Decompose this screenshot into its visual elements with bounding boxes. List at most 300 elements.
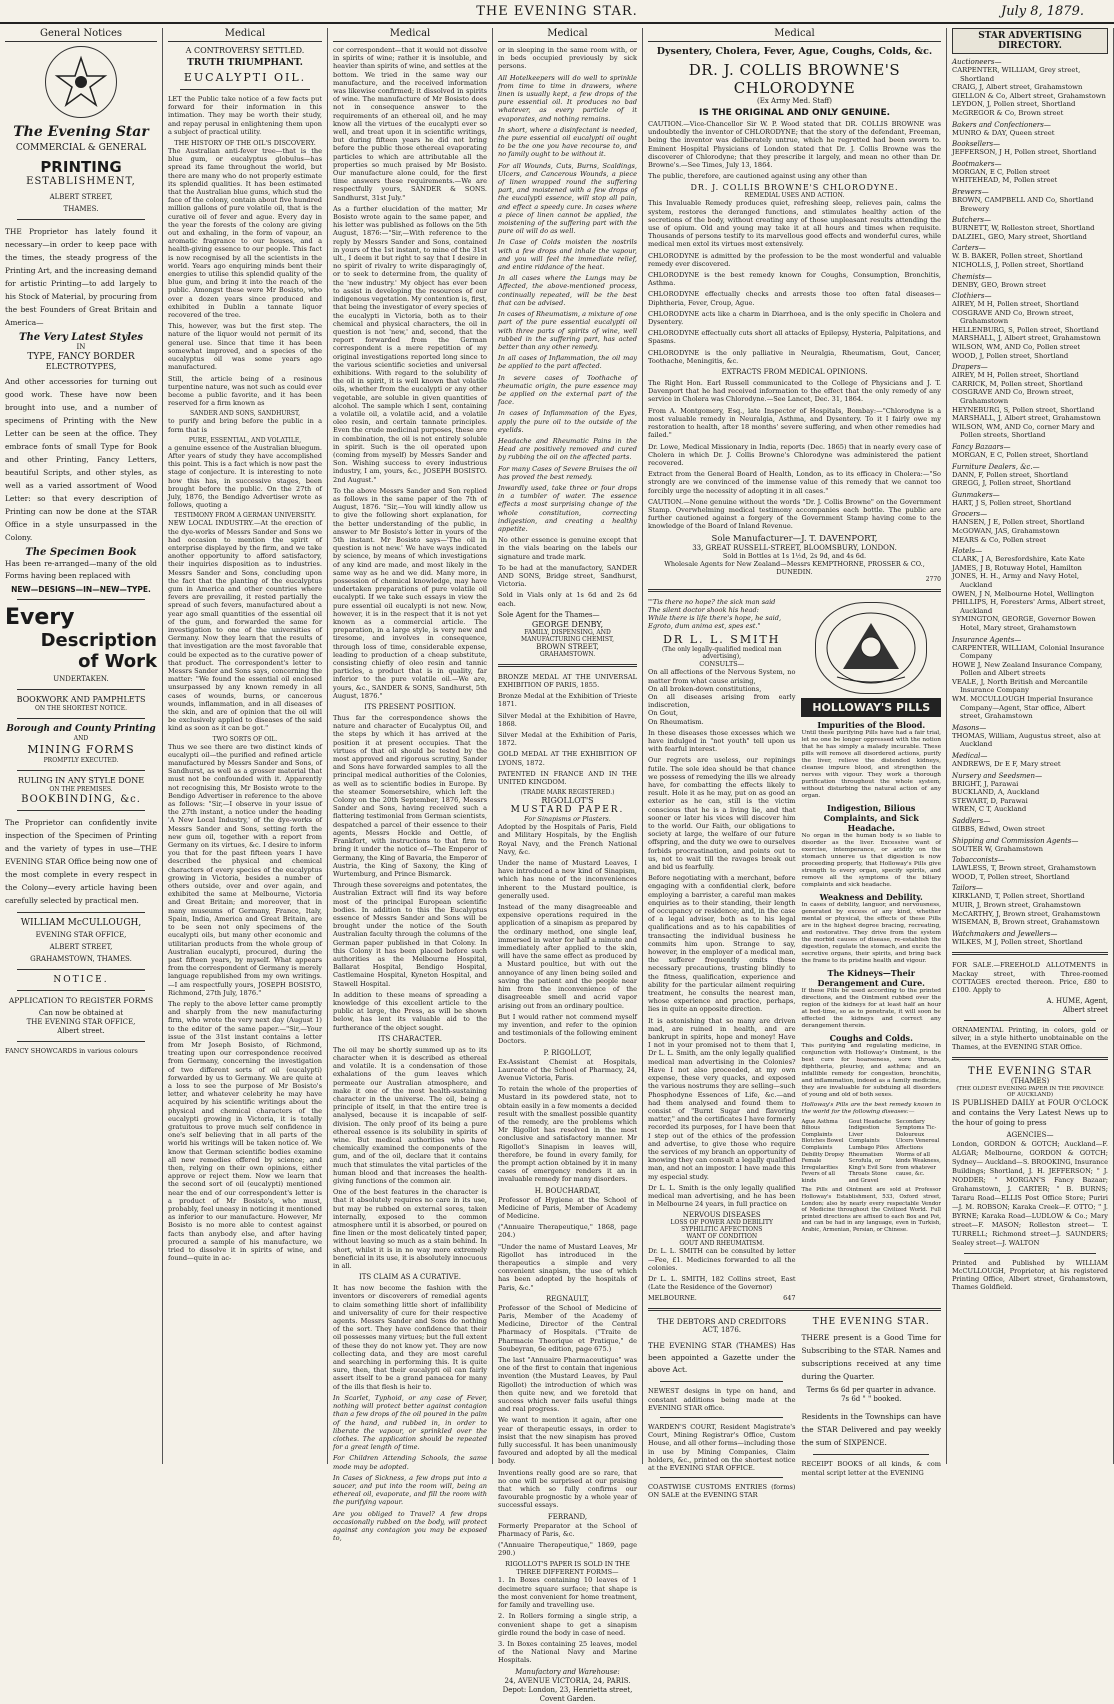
directory-entry: JAMES, J B, Rotuway Hotel, Hamilton <box>952 563 1082 572</box>
directory-category: Grocers— <box>952 510 988 519</box>
caution-paragraph: CAUTION.—Vice-Chancellor Sir W. P. Wood stated that DR. COLLIS BROWNE was undoubtedly the inventor of CHLORODYNE; that the story of the defendant, Freeman, being the inventor was deliberately untrue, which he regretted had been sworn to. Eminent Hospital Physicians of London stated that Dr. J. Collis Browne was the discoverer of Chlorodyne; that they prescribe it largely, and mean no other than Dr. Browne's.—See Times, July 13, 1864. <box>648 120 941 170</box>
board-paragraph: Extract from the General Board of Health, London, as to its efficacy in Cholera:—"So strongly are we convinced of the immense value of this remedy that we cannot too forcibly urge the necessity of adopting it in all cases." <box>648 470 941 495</box>
bookbinding-heading: BOOKBINDING, &c. <box>21 794 141 805</box>
townships-paragraph: Residents in the Townships can have the STAR Delivered and pay weekly the sum of SIXPENCE. <box>801 1412 941 1448</box>
directory-entry: MUIR, J, Brown street, Grahamstown <box>952 900 1081 909</box>
kidneys-heading: The Kidneys—Their Derangement and Cure. <box>817 967 925 988</box>
directory-entry: MORGAN, E C, Pollen street <box>952 167 1050 176</box>
description-heading: Description <box>40 630 157 651</box>
directory-entry: WOOD, T, Pollen street, Shortland <box>952 872 1070 881</box>
address-town: THAMES. <box>63 205 99 213</box>
office-name: EVENING STAR OFFICE, <box>35 931 127 939</box>
press-paragraph: In addition to these means of spreading a knowledge of this excellent article to the public at large, the Press, as will be shown below, has lent its valuable aid to the furtherance of the object sought. <box>333 990 487 1032</box>
column-header: Medical <box>333 28 487 42</box>
directory-entry: WM. MCCULLOUGH Imperial Insurance Company—Agent, Star office, Albert street, Grahamstown <box>952 695 1093 721</box>
poem-line-1: "'Tis there no hope? the sick man said <box>648 597 776 606</box>
star-office-label: THE EVENING STAR OFFICE, <box>26 1018 136 1026</box>
latest-styles-heading: The Very Latest Styles <box>19 332 143 343</box>
mustard-leaves-paragraph: Under the name of Mustard Leaves, I have introduced a new kind of Sinapism, which has none of the inconveniences inherent to the Mustard poultice, is generally used. <box>498 859 637 900</box>
kidneys-text: If these Pills be used according to the printed directions, and the Ointment rubbed over the region of the kidneys for at least half an hour at bed-time, so as to penetrate, it will soon be effected the kidneys and correct any derangement therein. <box>801 987 941 1029</box>
directory-header: STAR ADVERTISING DIRECTORY. <box>952 28 1108 54</box>
smith-gout: On Gout, <box>648 709 678 718</box>
disease-list-3: Secondary Symptoms Tic-Doloureux Ulcers Venereal Affections Worms of all kinds Weakness, from whatever cause, &c. <box>895 1118 941 1178</box>
every-heading: Every <box>5 605 75 630</box>
poem-line-4: Egroto, dum anima est, spes est." <box>648 622 761 631</box>
newspaper-title: THE EVENING STAR. <box>476 4 638 19</box>
smith-nervous: On all affections of the Nervous System, no matter from what cause arising, <box>648 668 796 685</box>
column-header: Medical <box>648 28 941 42</box>
wardens-court: WARDEN'S COURT, Resident Magistrate's Court, Mining Registrar's Office, Custom House, and all other forms—including those in use by Mining Companies, Claim holders, &c., printed on the shortest notice at the EVENING STAR OFFICE. <box>648 1422 796 1472</box>
character-heading: ITS CHARACTER. <box>378 1034 442 1043</box>
column-header: Medical <box>168 28 322 42</box>
epilepsy-paragraph: CHLORODYNE effectually cuts short all attacks of Epilepsy, Hysteria, Palpitations, and Spasms. <box>648 329 941 346</box>
inventions-paragraph: Inventions really good are so rare, that no one will be surprised at our praising that which so fully confirms our favourable prognostic by a whole year of successful essays. <box>498 1468 637 1510</box>
regnault-signature: REGNAULT, <box>546 1294 589 1303</box>
agencies-list: London, GORDON & GOTCH; Auckland—F. ALGAR; Melbourne, GORDON & GOTCH; Sydney— Auckland—S. BROOKING, Insurance Buildings; Shortland, J. H. JEFFERSON; " J. NODDER; " MORGAN'S Fancy Bazaar; Grahamstown, J. CARTER; " B. BURNS; Tararu Road—ELLIS Post Office Store; Puriri—J. M. ROBSON; Karaka Creek—F. OTTO; " J. BYRNE; Karaka Road—LUDLOW & Co.; Mary street—F. MASON; Rolleston street— T. TURRELL; Richmond street—J. SAUNDERS; Sealey street—J. WALTON <box>952 1139 1108 1247</box>
truth-heading: TRUTH TRIUMPHANT. <box>187 58 303 68</box>
directory-entry: MARSHALL, J, Albert street, Grahamstown <box>952 334 1101 343</box>
holloway-sold-text: The Pills and Ointment are sold at Professor Holloway's Establishment, 533, Oxford street, London; also by nearly every respectable Vendor of Medicine throughout the Civilized World. Full printed directions are affixed to each Box and Pot, and can be had in any language, even in Turkish, Arabic, Armenian, Persian, or Chinese. <box>801 1187 941 1234</box>
chlorodyne-title: DR. J. COLLIS BROWNE'S CHLORODYNE <box>688 61 901 97</box>
smith-city: MELBOURNE. <box>648 1294 697 1303</box>
directory-category: Watchmakers and Jewellers— <box>952 929 1058 938</box>
directory-category: Gunmakers— <box>952 490 1000 499</box>
testimony-heading: TESTIMONY FROM A GERMAN UNIVERSITY. <box>174 512 316 520</box>
diarrhoea-paragraph: CHLORODYNE acts like a charm in Diarrhoea, and is the only specific in Cholera and Dysentery. <box>648 309 941 327</box>
directory-entry: DANN, F, Pollen street, Shortland <box>952 470 1069 479</box>
column-medical-4 <box>643 28 947 1500</box>
smith-melbourne: Dr L. L. Smith is the only legally qualified medical man advertising, and he has been in Melbourne 24 years, in full practice on <box>648 1183 796 1209</box>
liquor-paragraph: This, however, was but the first step. The nature of the liquor would not permit of its general use. Since that time it has been somewhat improved, and a species of the eucalyptus oil was some years ago manufactured. <box>168 322 322 372</box>
eyes-paragraph: In cases of Inflammation of the Eyes, apply the pure oil to the outside of the eyelids. <box>498 409 637 434</box>
caution-stamp-paragraph: CAUTION.—None genuine without the words "Dr. J. Collis Browne" on the Government Stamp. Overwhelming medical testimony accompanies each bottle. The public are further cautioned against a forgery of the Government Stamp having come to the knowledge of the Board of Inland Revenue. <box>648 497 941 531</box>
rigollot-title: Ex-Assistant Chemist at Hospitals, Laureate of the School of Pharmacy, 24, Avenue Victoria, Paris. <box>498 1057 637 1082</box>
directory-entry: SOUTER W, Grahamstown <box>952 844 1043 853</box>
boxes-paragraph: 1. In Boxes containing 10 leaves of 1 decimetre square surface; that shape is the most convenient for home treatment, for family and travelling use. <box>498 1576 637 1610</box>
consults-label: CONSULTS— <box>699 660 745 669</box>
directory-entry: GIELLON & Co, Albert street, Grahamstown <box>952 91 1106 100</box>
and-label: AND <box>73 735 89 742</box>
sold-heading: RIGOLLOT'S PAPER IS SOLD IN THE THREE DIFFERENT FORMS— <box>505 1560 630 1577</box>
directory-list <box>952 58 1108 946</box>
bookwork-heading: BOOKWORK AND PAMPHLETS <box>16 695 146 704</box>
ornamental-printing-ad: ORNAMENTAL Printing, in colors, gold or silver, in a style hitherto unobtainable on the Thames, at the EVENING STAR Office. <box>952 1026 1108 1051</box>
adopted-paragraph: Adopted by the Hospitals of Paris, Field and Military Hospitals, by the English Royal Navy, and the French National Navy, &c. <box>498 823 637 856</box>
warehouse-label: Manufactory and Warehouse: <box>515 1667 620 1676</box>
poem-line-3: While there is life there's hope, he said, <box>648 613 782 622</box>
paper-name: The Evening Star <box>13 124 149 140</box>
want-condition: WANT OF CONDITION <box>686 1233 758 1241</box>
directory-category: Insurance Agents— <box>952 635 1022 644</box>
opinion-paragraph: But I would rather not commend myself my invention, and refer to the opinion and testimonials of the following eminent Doctors. <box>498 1012 637 1046</box>
directory-entry: WISEMAN, B, Brown street, Grahamstown <box>952 918 1100 927</box>
rollers-paragraph: 2. In Rollers forming a single strip, a convenient shape to get a sinapism girdle round the body in case of need. <box>498 1612 637 1637</box>
published-daily: IS PUBLISHED DAILY at FOUR O'CLOCK and contains the Very Latest News up to the hour of going to press <box>952 1097 1108 1127</box>
directory-entry: McGREGOR & Co, Brown street <box>952 108 1064 117</box>
directory-entry: MEARS & Co, Pollen street <box>952 535 1047 544</box>
directory-category: Booksellers— <box>952 140 1001 149</box>
directory-entry: JONES, H. H., Army and Navy Hotel, Auckland <box>952 572 1080 589</box>
directory-category: Drapers— <box>952 363 988 372</box>
poem-line-2: The silent doctor shook his head: <box>648 605 759 614</box>
directory-entry: MORGAN, E C, Pollen street, Shortland <box>952 451 1089 459</box>
claim-heading: ITS CLAIM AS A CURATIVE. <box>358 1273 462 1282</box>
directory-entry: CARRICK, M, Pollen street, Shortland <box>952 379 1083 388</box>
invaluable-paragraph: This Invaluable Remedy produces quiet, refreshing sleep, relieves pain, calms the system, restores the deranged functions, and stimulates healthy action of the secretions of the body, without creating any of those unpleasant results attending the use of opium. Old and young may take it at all hours and times when requisite. Thousands of persons testify to its marvellous good effects and wonderful cures, while medical men extol its virtues most extensively. <box>648 199 941 249</box>
dr-browne-name: DR. J. COLLIS BROWNE'S CHLORODYNE. <box>690 183 899 193</box>
directory-entry: McGOWAN, JAS, Grahamstown <box>952 526 1060 535</box>
column-medical-2 <box>328 28 493 1543</box>
receipt-books: RECEIPT BOOKS of all kinds, & com mental script letter at the EVENING <box>801 1460 941 1477</box>
for-sale-agent: A. HUME, Agent, <box>1046 997 1108 1006</box>
directory-entry: HART, J S, Pollen street, Shortland <box>952 498 1072 507</box>
ferrand-source: ("Annuaire Therapeutique," 1869, page 290.) <box>498 1541 637 1558</box>
coastwise-customs: COASTWISE CUSTOMS ENTRIES (forms) ON SALE at the EVENING STAR <box>648 1483 796 1500</box>
intro-paragraph: THE Proprietor has lately found it necessary—in order to keep pace with the times, the steady progress of the Printing Art, and the increasing demand for artistic Printing—to add largely to his Stock of Material, by procuring from the best Founders of Great Britain and America— <box>5 227 157 327</box>
fever-paragraph: In Scarlet, Typhoid, or any case of Fever, nothing will protect better against contagion than a few drops of the oil poured in the palm of the hand, and rubbed in, in order to liberate the vapour, or sprinkled over the clothes. The application should be repeated for a great length of time. <box>333 1393 487 1452</box>
directory-category: Medical— <box>952 752 988 761</box>
column-header: General Notices <box>5 28 157 42</box>
directory-entry: STEWART, D, Parawai <box>952 796 1028 805</box>
russell-paragraph: The Right Hon. Earl Russell communicated to the College of Physicians and J. T. Davenport that he had received information to the effect that the only remedy of any service in Cholera was Chlorodyne.—See Lancet, Dec. 31, 1864. <box>648 379 941 404</box>
london-depot: Depot: London, 23, Henrietta street, Covent Garden. <box>502 1685 633 1703</box>
industry-paragraph: NEW LOCAL INDUSTRY.—At the erection of the dye-works of Messrs Sander and Sons we had occasion to mention the spirit of enterprise displayed by the firm, and we take another opportunity to afford satisfactory, their inquiries disposition as to industries. Messrs Sander and Sons, concluding upon the fact that the planting of the eucalyptus gum in America and other countries where fevers are prevailing, it rested partially the spread of such fevers, manufactured about a year ago small quantities of the essential oil of the gum, and forwarded the same for investigation to one of the universities of Germany. Now they learn that the results of that investigation are the most favorable that could be expected as to the curative power of that product. The correspondent's letter to Messrs Sander and Sons says, concerning the matter: "We found the essential oil enclosed unsurpassed by any known remedy in all cases of wounds, burns, or cancerous wounds, inflammation, and in all diseases of the skin, and are of opinion that the oil will be exclusively applied to diseases of the said kind as soon as it can be got." <box>168 519 322 733</box>
weakness-heading: Weakness and Debility. <box>819 891 923 902</box>
wholesale-agents: Wholesale Agents for New Zealand—Messrs KEMPTHORNE, PROSSER & CO., DUNEDIN. <box>664 559 925 576</box>
smith-advertisement <box>648 598 795 1303</box>
pure-label: PURE, ESSENTIAL, AND VOLATILE, <box>188 436 302 444</box>
toothache-paragraph: In severe cases of Toothache of rheumatic origin, the pure essence may be applied on the external part of the face. <box>498 373 637 407</box>
directory-entry: COSGRAVE AND Co, Brown street, Grahamstown <box>952 388 1074 406</box>
directory-category: Clothiers— <box>952 292 992 301</box>
intro-paragraph: LET the Public take notice of a few facts put forward for their information in this intimation. They may be worth their study, and repay perusal in enlightening them upon a subject of practical utility. <box>168 95 322 136</box>
letter-continued: cor correspondent—that it would not dissolve in spirits of wine; rather it is insoluble, and heavier than spirits of wine, and settles at the bottom. We tried in the same way our manufacture, and the received information was likewise confirmed; it dissolved in spirits of wine. The manufacture of Mr Bosisto does not in consequence answer to the requirements of an ethereal oil, and he may know all the virtues of the eucalypti ever so well, and treat upon it in scientific writings, but during fifteen years he did not bring before the public those ethereal evaporating particles to which are attributable all the properties so much praised by Mr Bosisto. Our manufacture alone could, for the first time answers these requirements.—We are respectfully yours, SANDER & SONS. Sandhurst, 31st July." <box>333 46 487 202</box>
fancy-showcards: FANCY SHOWCARDS in various colours <box>5 1047 138 1055</box>
army-staff: (Ex Army Med. Staff) <box>757 97 832 105</box>
rheumatism-paragraph: In cases of Rheumatism, a mixture of one part of the pure essential eucalypti oil with three parts of spirits of wine, well rubbed in the suffering part, has acted better than any other remedy. <box>498 310 637 351</box>
purify-paragraph: to purify and bring before the public in a form that is <box>168 417 322 434</box>
types-paragraph: And other accessories for turning out good work. These have now been brought into use, and a number of specimens of Printing with the New Letter can be seen at the office. They embrace fonts of small Type for Book and other Printing, Fancy Letters, beautiful Scripts, and other styles, as well as a varied assortment of Wood Letter: so that every description of Printing can now be done at the STAR Office in a style unsurpassed in the Colony. <box>5 377 157 542</box>
star-emblem-icon <box>45 46 117 118</box>
printer-imprint: Printed and Published by WILLIAM McCULLOUGH, Proprietor, at his registered Printing Office, Albert street, Grahamstown, Thames Goldfield. <box>952 1258 1108 1292</box>
electrotypes-heading: ELECTROTYPES, <box>45 362 117 371</box>
directory-entry: HANSEN, J E, Pollen street, Shortland <box>952 518 1085 527</box>
directory-entry: WOOD, J, Pollen street, Shortland <box>952 351 1069 360</box>
coughs-text: This purifying and regulating medicine, in conjunction with Holloway's Ointment, is the best cure for hoarseness, sore throats, diphtheria, pleurisy, and asthma; and an infallible remedy for congestion, bronchitis, and inflammation, indeed as a family medicine, they are invaluable for subduing all disorders of young and old of both sexes. <box>801 1042 941 1098</box>
directory-category: Butchers— <box>952 216 991 225</box>
directory-entry: WILKES, M J, Pollen street, Shortland <box>952 937 1083 946</box>
genuine-paragraph: a genuine essence of the Australian bluegum. After years of study they have accomplished this point. This is a fact which is now past the stage of conjecture. It is interesting to note how this has, in successive stages, been brought before the public. On the 27th of July, 1876, the Bendigo Advertiser wrote as follows, quoting a <box>168 443 322 510</box>
remedial-heading: REMEDIAL USES AND ACTION. <box>744 192 845 200</box>
directory-entry: GREGG, J, Pollen street, Shortland <box>952 479 1072 488</box>
vials-paragraph: Sold in Vials only at 1s 6d and 2s 6d each. <box>498 591 637 608</box>
rigollot-name: RIGOLLOT'S <box>541 796 594 806</box>
smith-regrets: Our regrets are useless, our repinings futile. The sole idea should be that chance we possess of remedying the ills we already have, for combatting the effects likely to result. Hole it as he may, put on as good an exterior as he can, still is the victim conscious that he is a living lie, and that sooner or later his vices will discover him to the world. Our Faith, our obligations to society at large, the welfare of our future offspring, and the duty we owe to ourselves forbids procrastination, and points out to us, not to wait till the ravages break out and bid us fearfully. <box>648 756 796 872</box>
sovereigns-paragraph: Through these sovereigns and potentates, the Australian Extract will find its way before most of the principal European scientific bodies. In addition to this the Eucalyptus essence of Messrs Sander and Sons will be brought under the notice of the South Australian faculty through the columns of the German paper published in that Colony. In this Colony it has been placed before such authorities as the Melbourne Hospital, Ballarat Hospital, Bendigo Hospital, Castlemaine Hospital, Kyneton Hospital, and Stawell Hospital. <box>333 881 487 988</box>
montgomery-paragraph: From A. Montgomery, Esq., late Inspector of Hospitals, Bombay:—"Chlorodyne is a most valuable remedy in Neuralgia, Asthma, and Dysentery. To it I fairly owe my restoration to health, after 18 months' severe suffering, and when other remedies had failed." <box>648 406 941 440</box>
denby-street: BROWN STREET, <box>536 642 599 651</box>
public-cautioned: The public, therefore, are cautioned against using any other than <box>648 172 868 181</box>
smith-astonishing: It is astonishing that so many are driven mad, are ruined in health, and are bankrupt in spirits, hope and money! Have I not in your promised not to them that I, Dr L. L. Smith, am the only legally qualified medical man advertising in the Colonies? Have I not also proceeded, at my own expense, these very quacks, and exposed the various nostrums they are selling—such Phosphodyne Essences of Life, &c.—and had them analysed and found them to consist of "Burnt Sugar and flavoring matter," and the certificates I have formerly recorded its purposes, for I have been that I step out of the ethics of the profession and advertise, to give those who require the services of my branch an opportunity of knowing they can consult a legally qualified man, and not an impostor. I have made this my especial study. <box>648 1016 796 1181</box>
directory-category: Hotels— <box>952 547 983 556</box>
directory-entry: NICHOLLS, J, Pollen street, Shortland <box>952 260 1084 269</box>
directory-entry: VEALE, J, North British and Mercantile Insurance Company <box>952 677 1088 695</box>
denby-trade: FAMILY, DISPENSING, AND MANUFACTURING CHEMIST, <box>520 628 615 643</box>
directory-entry: WHITEHEAD, M, Pollen street <box>952 176 1058 185</box>
directory-entry: COSGRAVE AND Co, Brown street, Grahamstown <box>952 308 1074 326</box>
mustard-heading: MUSTARD PAPER. <box>510 805 625 816</box>
new-designs-heading: NEW—DESIGNS—IN—NEW—TYPE. <box>11 585 151 594</box>
directory-entry: CARPENTER, WILLIAM, Grey street, Shortland <box>952 66 1081 83</box>
original-genuine: IS THE ORIGINAL AND ONLY GENUINE. <box>698 108 891 118</box>
directory-entry: MUNRO & DAY, Queen street <box>952 128 1055 137</box>
directory-entry: CARPENTER, WILLIAM, Colonial Insurance Company <box>952 643 1105 661</box>
debtors-act: ACT, 1876. <box>702 1326 742 1335</box>
bronze-medal-trieste: Bronze Medal at the Exhibition of Trieste 1871. <box>498 692 637 709</box>
smith-ad-number: 647 <box>783 1294 796 1303</box>
instead-paragraph: Instead of the many disagreeable and expensive operations required in the application of a sinapism as prepared by the ordinary method, one single leaf, immersed in water for half a minute and immediately after applied to the skin, will have the same effect as produced by a Mustard poultice, but with out the annoyance of any linen being soiled and saving the patient and the people near him from the inconvenience of the disagreeable smell and acrid vapor arising out from an ordinary poultice. <box>498 903 637 1010</box>
shortest-notice: ON THE SHORTEST NOTICE. <box>34 705 128 712</box>
weakness-text: In cases of debility, languor, and nervousness, generated by excess of any kind, whether mental or physical, the effects of these Pills are in the highest degree bracing, recreating, and restorative. They drive from the system the morbid causes of disease, re-establish the digestion, regulate the stomach, and excite the secretive organs, their spirits, and bring back the frame to its pristine health and vigour. <box>801 901 941 964</box>
sanders-label: SANDER AND SONS, SANDHURST, <box>189 410 301 418</box>
claim-paragraph: It has now become the fashion with the inventors or discoverers of remedial agents to claim something little short of infallibility and universality of cure for their respective agents. Messrs Sander and Sons do nothing of the sort. They have confidence that their oil possesses many virtues; but the full extent of these they do not know yet. They are now collecting data, and they are most careful and searching in performing this. It is quite sure, then, that their eucalypti oil can fairly assert itself to be a grand panacea for many of the ills that flesh is heir to. <box>333 1284 487 1391</box>
newest-designs: NEWEST designs in type on hand, and constant additions being made at the EVENING STAR office. <box>648 1387 796 1412</box>
directory-entry: BRIGHT, J, Parawai <box>952 779 1019 788</box>
address-street: ALBERT STREET, <box>49 193 113 201</box>
sickness-paragraph: In Cases of Sickness, a few drops put into a saucer, and put into the room will, being an ethereal oil, evaporate, and fill the room with the purifying vapour. <box>333 1473 487 1507</box>
smith-address: Dr L. L. SMITH, 182 Collins street, East (Late the Residence of the Governor) <box>648 1274 796 1292</box>
directory-category: Fancy Bazaars— <box>952 443 1011 451</box>
inflammation-paragraph: In all cases of Inflammation, the oil may be applied to the part affected. <box>498 354 637 371</box>
lowe-paragraph: Dr. Lowe, Medical Missionary in India, reports (Dec. 1865) that in nearly every case of Cholera in which Dr. J. Collis Browne's Chlorodyne was administered the patient recovered. <box>648 442 941 467</box>
directory-category: Nursery and Seedsmen— <box>952 771 1043 780</box>
navy-boxes-paragraph: 3. In Boxes containing 25 leaves, model of the National Navy and Marine Hospitals. <box>498 1639 637 1665</box>
debtors-heading: THE DEBTORS AND CREDITORS <box>657 1317 787 1327</box>
retain-paragraph: To retain the whole of the properties of Mustard in its powdered state, not to obtain easily in a few moments a decided result with the smallest possible quantity of the remedy, are the problems which Mr Rigollot has resolved in the most conclusive and satisfactory manner. Mr Rigollot's Sinapism in leaves will, therefore, be found in every family, for the prompt action obtained by it in many cases of emergency renders it an in invaluable remedy for many disorders. <box>498 1085 637 1184</box>
holloway-pills-banner: HOLLOWAY'S PILLS <box>801 698 941 717</box>
bouchardat-signature: H. BOUCHARDAT, <box>534 1186 601 1195</box>
lungs-paragraph: In all cases where the Lungs may be Affected, the above-mentioned process, continually repeated, will be the best that can be advised. <box>498 274 637 307</box>
ad-number: 2770 <box>925 575 941 583</box>
borough-heading: Borough and County Printing <box>6 724 156 734</box>
directory-category: Furniture Dealers, &c.— <box>952 462 1040 471</box>
paris-address: 24, AVENUE VICTORIA, 24, PARIS. <box>504 1676 631 1685</box>
denby-town: GRAHAMSTOWN. <box>539 650 596 658</box>
directory-entry: OWEN, J N, Melbourne Hotel, Wellington <box>952 589 1095 598</box>
indigestion-text: No organ in the human body is so liable to disorder as the liver. Excessive want of exercise, intemperance, or acidity on the stomach unnerve us that digestion is now proceeding properly, that Holloway's Pills give strength to every organ, specify spirits, and remove all the symptoms of the biliary complaints and sick headache. <box>801 832 941 888</box>
directory-category: Bootmakers— <box>952 159 1002 168</box>
bouchardat-title: Professor of Hygiene at the School of Medicine of Paris, Member of Academy of Medicine. <box>498 1195 637 1220</box>
sanders-reply: To the above Messrs Sander and Son replied as follows in the same paper of the 7th of August, 1876. "Sir,—You will kindly allow us to give the following short explanation, for the better understanding of the public, in answer to Mr Bosisto's letter in yours of the 5th instant. Mr Bosisto says—'The oil in question is not new.' We have ways indicated by science, by means of which investigations of any kind are made, and most likely in the same way as he and we did. Many more, in possession of chemical knowledge, may have undertaken preparations of pure volatile oil eucalypti. If we take such essays in view the pure essential oil eucalypti is not new. Now, however, it is in the respect that it is not yet known as a commercial article. The preparation, in a large style, is very new and tiresome, and involves in consequence, through loss of time, considerable expense, leading to production of a cheap substitute, consisting chiefly of oleo resin and tannic particles, a product that is in quality, far inferior to the pure volatile oil.—We are, yours, &c., SANDER & SONS, Sandhurst, 5th August, 1876." <box>333 486 487 700</box>
terms-booked: 7s 6d " " booked. <box>841 1395 902 1404</box>
thames-label: (THAMES) <box>1010 1076 1050 1085</box>
directory-entry: W. B. BAKER, Pollen street, Shortland <box>952 252 1083 261</box>
ruling-heading: RULING IN ANY STYLE DONE <box>17 776 145 785</box>
inwardly-paragraph: Inwardly used, take three or four drops in a tumbler of water. The essence effects a most surprising change of the whole constitution, correcting indigestion, and creating a healthy appetite. <box>498 483 637 533</box>
smith-negotiating: Before negotiating with a merchant, before engaging with a confidential clerk, before employing a barrister, a careful man makes enquiries as to their standing, their length of occupancy or residence; and, in the case of a legal adviser, both as to his legal qualifications and as to his capabilities of transacting the individual business he commits him upon. Strange to say, however, in the employer of a medical man, the sufferer frequently omits these necessary precautions, trusting blindly to the fitness, qualification, experience and ability for the particular ailment requiring treatment, he consults the nearest man, whose experience and practice, perhaps, lies in quite an opposite direction. <box>648 874 796 1014</box>
disinfectant-paragraph: In short, where a disinfectant is needed, the pure essential oil eucalypti oil ought to be the one you have recourse to, and no family ought to be without it. <box>498 125 637 159</box>
directory-entry: DALZIEL, GEO, Mary street, Shortland <box>952 232 1087 241</box>
annuaire-paragraph: The last "Annuaire Pharmaceutique" was one of the first to contain that ingenious invention (the Mustard Leaves, by Paul Rigollot) the introduction of which was then quite new, and we foretold that success which never fails useful things and real progress. <box>498 1356 637 1414</box>
gout-rheumatism: GOUT AND RHEUMATISM. <box>679 1240 765 1248</box>
sick-room-paragraph: or in sleeping in the same room with, or in beds occupied previously by sick persons. <box>498 46 637 71</box>
sole-manufacturer: Sole Manufacturer—J. T. DAVENPORT, <box>711 533 878 544</box>
premises-label: ON THE PREMISES. <box>49 786 113 793</box>
genuine-paragraph: No other essence is genuine except that in the vials bearing on the labels our signature and trade mark. <box>498 536 637 561</box>
impurities-text: Until these purifying Pills have had a fair trial, let no one be longer oppressed with the notion that he has simply a malady incurable. These pills will remove all disordered actions, purify the liver, relieve the distended kidneys, cleanse impure blood, and strengthen the nerves with vigour. They work a thorough purification throughout the whole system, without disturbing the natural action of any organ. <box>801 729 941 799</box>
directory-entry: KIRKLAND, T, Pollen street, Shortland <box>952 892 1085 901</box>
directory-category: Masons— <box>952 723 987 732</box>
position-heading: ITS PRESENT POSITION. <box>364 703 456 712</box>
position-paragraph: Thus far the correspondence shows the nature and character of Eucalyptus Oil, and the steps by which it has arrived at the position it at present occupies. That the virtues of that oil should be tested by the most approved and rigorous scrutiny, Sander and Sons have forwarded samples to all the principal medical authorities of the Colonies, as well as to scientific bodies in Europe. By the steamer Somersetshire, which left the Colony on the 20th September, 1876, Messrs Sander and Sons, having received such a flattering testimonial from German scientists, despatched a parcel of their essence to their agents, Messrs Hockle and Oettle, of Frankfort, with instructions to that firm to bring it under the notice of—The Emperor of Germany, the King of Bavaria, the Emperor of Austria, the King of Saxony, the King of Wurtemburg, and Prince Bismarck. <box>333 714 487 878</box>
inspection-paragraph: The Proprietor can confidently invite inspection of the Specimen of Printing and the variety of types in use—THE EVENING STAR Office being now one of the most complete in every respect in the Colony—every article having been carefully selected by practical men. <box>5 818 157 905</box>
directory-entry: BURNETT, W, Rolleston street, Shortland <box>952 224 1095 233</box>
directory-entry: MARSHALL, J, Albert street, Grahamstown <box>952 414 1101 423</box>
silver-medal-paris: Silver Medal at the Exhibition of Paris, 1872. <box>498 731 637 748</box>
for-sale-ad: FOR SALE.—FREEHOLD ALLOTMENTS in Mackay street, with Three-roomed COTTAGES erected thereon. Price, £80 to £100. Apply to <box>952 961 1108 994</box>
directory-entry: McCARTHY, J, Brown street, Grahamstown <box>952 909 1101 918</box>
application-heading: APPLICATION TO REGISTER FORMS <box>8 996 154 1005</box>
issue-date: July 8, 1879. <box>1001 4 1084 19</box>
office-town: GRAHAMSTOWN, THAMES. <box>30 955 132 963</box>
directory-entry: THOMAS, William, Augustus street, also at Auckland <box>952 731 1101 749</box>
directory-entry: LAWLESS, T, Brown street, Grahamstown <box>952 864 1097 873</box>
undertaken-label: UNDERTAKEN. <box>53 675 109 683</box>
directory-entry: LEYDON, J, Pollen street, Shortland <box>952 100 1076 109</box>
directory-category: Shipping and Commission Agents— <box>952 836 1079 845</box>
under-name-paragraph: "Under the name of Mustard Leaves, Mr Rigollot has introduced in the therapeutics a simple and very convenient sinapism, the use of which has been adopted by the hospitals of Paris, &c." <box>498 1242 637 1292</box>
in-label: IN <box>76 343 86 351</box>
two-sorts-paragraph: Thus we see there are two distinct kinds of eucalypti oil—the purified and refined article manufactured by Messrs Sander and Sons, of Sandhurst, as well as a grosser material that must not be confounded with it. Apparently not recognising this, Mr Bosisto wrote to the Bendigo Advertiser in reference to the above as follows: "Sir,—I observe in your issue of the 27th instant, a notice under the heading 'A New Local Industry,' of the dye-works of Messrs Sander and Sons, setting forth the new gum oil, together with a report from Germany on its virtues, &c. I desire to inform you that for the past fifteen years I have described the physical and chemical characters of every species of the eucalyptus growing in Victoria, besides a number of others outside, over and over again, and exhibited the same at Melbourne, Victoria and Great Britain; and moreover, that in many museums of Germany, France, Italy, Spain, India, America and Great Britain, are to be seen not only specimens of the eucalypti oils, but many other economic and utilitarian products from the whole group of Australian eucalypti, procured, during the past fifteen years, by myself. What appears from the correspondent of Germany is merely language republished from my own writings.—I am respectfully yours, JOSEPH BOSISTO, Richmond, 27th July, 1876." <box>168 742 322 997</box>
denby-name: GEORGE DENBY, <box>531 619 604 629</box>
directory-entry: HEYNEBURG, S, Pollen street, Shortland <box>952 405 1095 414</box>
again-paragraph: We want to mention it again, after one year of therapeutic essays, in order to insist that the new sinapism has proved fully successful. It has been unanimously favoured and adopted by all the medical body. <box>498 1416 637 1466</box>
terms-advance: Terms 6s 6d per quarter in advance. <box>806 1386 936 1395</box>
smith-indiscretion: On all diseases arising from early indiscretion, <box>648 692 796 710</box>
patented-label: PATENTED IN FRANCE AND IN THE UNITED KINGDOM. <box>498 769 637 787</box>
coughs-paragraph: CHLORODYNE is the best remedy known for Coughs, Consumption, Bronchitis, Asthma. <box>648 271 941 288</box>
smith-qualified: (The only legally-qualified medical man advertising), <box>661 646 782 661</box>
directory-entry: AIREY, M H, Pollen street, Shortland <box>952 300 1079 309</box>
coughs-heading: Coughs and Colds. <box>829 1032 913 1043</box>
column-header: Medical <box>498 28 637 42</box>
evening-star-heading: THE EVENING STAR. <box>812 1317 930 1328</box>
directory-category: Brewers— <box>952 187 989 196</box>
eucalypti-heading: EUCALYPTI OIL. <box>183 71 307 84</box>
directory-category: Auctioneers— <box>952 58 1002 66</box>
directory-entry: WILSON, WM, AND Co, corner Mary and Pollen streets, Shortland <box>952 422 1095 440</box>
directory-entry: HELLENBURG, S, Pollen street, Shortland <box>952 325 1099 334</box>
smith-letter: Dr. L. L. SMITH can be consulted by letter—Fee, £1. Medicines forwarded to all the colonies. <box>648 1247 796 1272</box>
directory-category: Tailors— <box>952 884 983 893</box>
commercial-line: COMMERCIAL & GENERAL <box>15 143 147 153</box>
history-paragraph: The Australian anti-fever tree—that is the blue gum, or eucalyptus globulus—has spread its fame throughout the world, but there are many who do not properly estimate its splendid qualities. It has been estimated that the Australian blue gums, which stud the face of the colony, contain about five hundred million gallons of pure volatile oil, that is the curative oil of fever and ague. Every day in the year the forests of the colony are giving out and exhaling, in the form of vapour, an aromatic fragrance to our houses, and a health-giving essence to our people. This fact is now recognised by all the scientists in the world. Years ago enquiring minds bent their energies to utilise this splendid quality of the blue gum, and bring it into the reach of the public. Amongst these were Mr Bosisto, who over a dozen years since produced and exhibited in Dublin a tannate liquor recovered of the tree. <box>168 147 322 320</box>
for-sale-street: Albert street <box>1062 1006 1108 1015</box>
trademark-label: (TRADE MARK REGISTERED.) <box>520 789 615 797</box>
directory-entry: HOWE J, New Zealand Insurance Company, Pollen and Albert streets <box>952 660 1103 678</box>
travel-paragraph: Are you obliged to Travel? A few drops occasionally rubbed on the body, will protect against any contagion you may be exposed to, <box>333 1509 487 1543</box>
masthead <box>0 0 1114 24</box>
bronze-medal: BRONZE MEDAL AT THE UNIVERSAL EXHIBITION OF PARIS, 1855. <box>498 672 637 689</box>
directory-entry: GIBBS, Edwd, Owen street <box>952 825 1045 833</box>
nervous-diseases: NERVOUS DISEASES <box>682 1211 761 1220</box>
character-paragraph: The oil may be shortly summed up as to its character when it is described as ethereal and volatile. It is a condensation of those exhalations of the gum leaves which permeate our Australian atmosphere, and make it one of the most health-sustaining character in the universe. The oil, being a principle of itself, in that the entire tree is analysed, because it is incapable of self-division. The only proof of its being a pure ethereal essence is its solubility in spirits of wine. But medical authorities who have chemically examined the components of the gum, and of the oil, declare that it contains much that stimulates the vital particles of the human blood and that increases the health-giving functions of the common air. <box>333 1045 487 1186</box>
manufactory-paragraph: To be had at the manufactory, SANDER AND SONS, Bridge street, Sandhurst, Victoria. <box>498 563 637 589</box>
directory-entry: ANDREWS, Dr E F, Mary street <box>952 760 1061 769</box>
column-advertising-directory <box>947 28 1114 1464</box>
colds-paragraph: In Case of Colds moisten the nostrils with a few drops and inhale the vapour, and you will feel the immediate relief, and entire riddance of the heat. <box>498 238 637 272</box>
directory-entry: SYMINGTON, GEORGE, Governor Bowen Hotel, Mary street, Grahamstown <box>952 615 1096 632</box>
impurities-heading: Impurities of the Blood. <box>817 719 926 730</box>
of-work-heading: of Work <box>78 651 157 672</box>
regnault-title: Professor of the School of Medicine of Paris, Member of the Academy of Medicine, Director of the Central Pharmacy of Hospitals. ("Traite de Pharmacie Theorique et Pratique," de Soubeyran, 6e edition, page 675.) <box>498 1303 637 1353</box>
gazette-paragraph: THE EVENING STAR (THAMES) Has been appointed a Gazette under the above Act. <box>648 1341 796 1375</box>
agencies-heading: AGENCIES— <box>1006 1130 1054 1139</box>
smith-excesses: In these diseases those excesses which we have indulged in "not youth" tell upon us with fearful interest. <box>648 728 796 754</box>
extracts-heading: EXTRACTS FROM MEDICAL OPINIONS. <box>721 368 868 377</box>
oldest-paper-label: (THE OLDEST EVENING PAPER IN THE PROVINCE OF AUCKLAND) <box>956 1085 1104 1098</box>
hotelkeepers-paragraph: All Hotelkeepers will do well to sprinkle from time to time in drawers, where linen is usually kept, a few drops of the pure essential oil. It produces no bad whatever, as every particle of it evaporates, and nothing remains. <box>498 73 637 123</box>
diphtheria-paragraph: CHLORODYNE effectually checks and arrests those too often fatal diseases—Diphtheria, Fever, Croup, Ague. <box>648 290 941 307</box>
silver-medal-havre: Silver Medal at the Exhibition of Havre, 1868. <box>498 711 637 728</box>
directory-entry: CRAIG, J, Albert street, Grahamstown <box>952 83 1083 92</box>
sole-agent: Sole Agent for the Thames— <box>498 610 600 619</box>
directory-category: Chemists— <box>952 272 992 281</box>
column-medical-3 <box>493 28 643 1703</box>
indigestion-heading: Indigestion, Bilious Complaints, and Sick Headache. <box>823 802 919 833</box>
establishment-heading: ESTABLISHMENT, <box>26 176 136 187</box>
two-sorts-heading: TWO SORTS OF OIL. <box>212 735 278 743</box>
sinapisms-label: For Sinapisms or Plasters. <box>524 815 611 824</box>
directory-entry: BUCKLAND, A, Auckland <box>952 788 1040 797</box>
turpentine-paragraph: Still, the article being of a resinous turpentine nature, was not such as could ever become a public favorite, and it has been reserved for a firm known as <box>168 374 322 408</box>
reply-paragraph: The reply to the above letter came promptly and sharply from the new manufacturing firm, who wrote the very next day (August 1) to the editor of the same paper.—"Sir,—Your issue of the 31st instant contains a letter from Mr Joseph Bosisto, of Richmond, treating upon our correspondence received from Germany, concerning the investigation of two different sorts of oil (eucalypti) forwarded by us to Germany. We are quite at a loss to see the purpose of Mr Bosisto's letter, and whatever celebrity he may have acquired by his scientific writings about the physical and chemical characters of the eucalypti growing in Victoria, it is totally gratuitous to prove much self confidence in one's self believing that in all parts of the world his writings will be taken notice of. We know that German scientific bodies examine all new remedies offered by science; and then, relying on their own opinions, either approve or reject them. Now we learn that the second sort of oil (eucalypti) mentioned near the end of our correspondent's letter is a product of Mr Bosisto's, who must, probably, feel uneasy in noticing it mentioned as inferior to our manufacture. However, Mr Bosisto is no more able to contest against facts than anybody else, and after having procured a sample of his manufacture, we tried to dissolve it in spirits of wine, and found—quite in ac- <box>168 999 322 1263</box>
specimen-heading: The Specimen Book <box>25 547 137 558</box>
loss-of-power: LOSS OF POWER AND DEBILITY <box>670 1219 773 1227</box>
directory-category: Saddlers— <box>952 817 991 825</box>
office-street: ALBERT STREET, <box>49 943 113 951</box>
headache-paragraph: Headache and Rheumatic Pains in the Head are positively removed and cured by rubbing the oil on the affected parts. <box>498 436 637 462</box>
directory-category: Tobacconists— <box>952 856 1005 865</box>
bouchardat-source: ("Annuaire Therapeutique," 1868, page 204.) <box>498 1223 637 1240</box>
bottle-prices: Sold in Bottles at 1s 1½d, 2s 9d, and 4s 6d. <box>722 551 867 560</box>
directory-entry: CLARK, J A, Beresfordshire, Kate Kate <box>952 555 1085 564</box>
albert-street-label: Albert street. <box>57 1027 105 1035</box>
bosisto-paragraph: As a further elucidation of the matter, Mr Bosisto wrote again to the same paper, and his letter was published as follows on the 5th August, 1876:—"Sir,—With reference to the reply by Messrs Sander and Sons, contained in yours of the 1st instant, to mine of the 31st ult., I deem it but right to say that I desire in no spirit of rivalry to write disparagingly of, or to seek to determine from, the quality of the 'new industry.' My object has ever been to assist in developing the resources of our indigenous vegetation. My contention is, first, that being the investigator of every species of the eucalypti in Victoria, both as to their chemical and physical characters, the oil in question is not 'new,' and, second, that the report forwarded from the German correspondent is a mere repetition of my original investigations reported long since to the various scientific societies and universal exhibitions. With regard to the solubility of the oil in spirit, it is well known that volatile oils, whether from the eucalypti or any other vegetable, are soluble in given quantities of alcohol. The sample which I sent, containing a volatile oil, a volatile acid, and a volatile oleo resin, and certain tannate principles. Even the crude medicinal purposes, these are in combination, the oil is not entirely soluble in spirit. Such is the oil operated upon (coming from myself) by Messrs Sander and Son. Wishing success to every industrious industry, I am, yours, &c., JOSEPH BOSISTO. 2nd August." <box>333 204 487 484</box>
smith-rheumatism: On Rheumatism. <box>648 717 704 726</box>
disease-list-2: Gout Headache Indigestion Liver Complaints Lumbago Piles Rheumatism Scrofula, or King's Evil Sore Throats Stone and Gravel <box>848 1118 893 1184</box>
holloway-advertisement <box>801 598 941 1303</box>
children-paragraph: For Children Attending Schools, the same mode may be adopted. <box>333 1454 487 1471</box>
best-remedy-text: Holloway's Pills are the best remedy known in the world for the following diseases:— <box>801 1101 941 1115</box>
directory-entry: BROWN, CAMPBELL AND Co, Shortland Brewery <box>952 195 1094 213</box>
obtained-label: Can now be obtained at <box>38 1009 124 1017</box>
rigollot-signature: P. RIGOLLOT, <box>543 1048 592 1057</box>
wounds-paragraph: For all Wounds, Cuts, Burns, Scaldings, Ulcers, and Cancerous Wounds, a piece of linen wrapped round the suffering part, and moistened with a few drops of the eucalypti essence, will stop all pain, and effect a speedy cure. In cases where a piece of linen cannot be applied, the moistening of the suffering part with the pure oil will do as well. <box>498 161 637 236</box>
subscription-notice <box>801 1317 941 1502</box>
directory-entry: WILSON, WM, AND Co, Pollen street <box>952 343 1081 352</box>
admitted-paragraph: CHLORODYNE is admitted by the profession to be the most wonderful and valuable remedy ever discovered. <box>648 251 941 268</box>
types-heading: TYPE, FANCY BORDER <box>27 352 135 362</box>
mining-forms-heading: MINING FORMS <box>27 743 135 756</box>
ferrand-title: Formerly Preparator at the School of Pharmacy of Paris, &c. <box>498 1521 637 1538</box>
specimen-paragraph: Has been re-arranged—many of the old Forms having been replaced with <box>5 559 157 580</box>
column-medical-1 <box>163 28 328 1464</box>
directory-entry: JEFFERSON, J H, Pollen street, Shortland <box>952 148 1097 157</box>
controversy-heading: A CONTROVERSY SETTLED. <box>185 46 305 55</box>
directory-category: Bakers and Confectioners— <box>952 120 1051 129</box>
smith-constitutions: On all broken-down constitutions, <box>648 684 762 693</box>
